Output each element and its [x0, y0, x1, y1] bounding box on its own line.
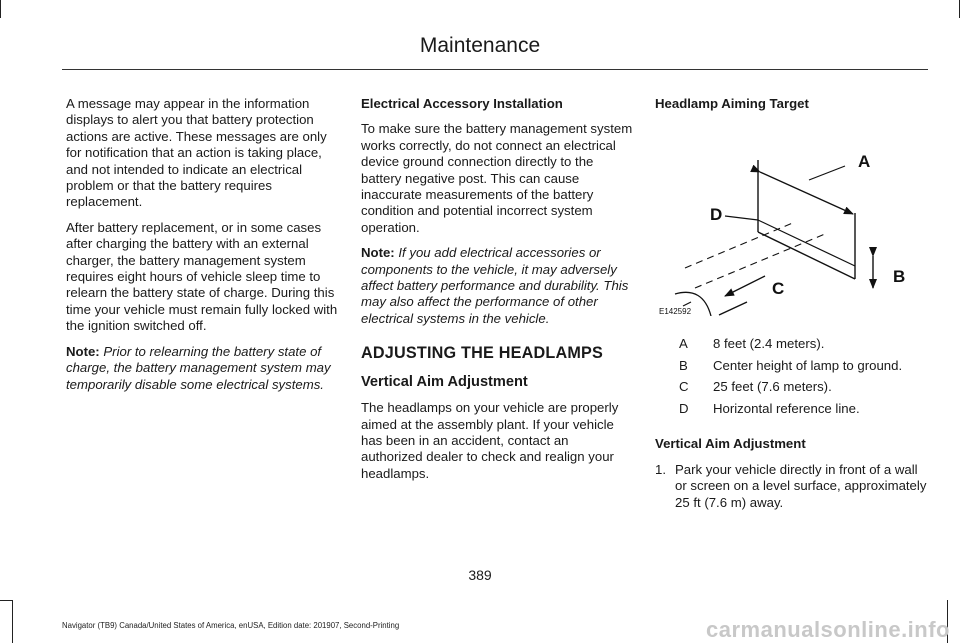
- legend-text: Center height of lamp to ground.: [713, 357, 903, 373]
- battery-note: [66, 344, 338, 393]
- accessory-heading: Electrical Accessory Installation: [361, 96, 563, 111]
- watermark: carmanualsonline.info: [706, 617, 950, 642]
- legend-item: [655, 336, 927, 358]
- crop-mark-bottom-left-h: [0, 600, 13, 601]
- legend-key: B: [679, 357, 688, 373]
- headlamp-aim-paragraph: The headlamps on your vehicle are properly aimed at the assembly plant. If your vehicle has been in an accident, contact an authorized dealer to check and realign your headlamps.: [361, 400, 619, 481]
- note-label: Note:: [66, 343, 100, 359]
- page-header-title: Maintenance: [419, 34, 541, 57]
- column-3: [655, 96, 927, 511]
- diagram-label-a: A: [858, 152, 871, 172]
- legend-item: [655, 358, 927, 380]
- note-label: Note:: [361, 245, 395, 261]
- header-rule: [62, 69, 928, 70]
- legend-text: 8 feet (2.4 meters).: [713, 336, 825, 352]
- diagram-label-b: B: [893, 267, 906, 287]
- step-text: Park your vehicle directly in front of a wall or screen on a level surface, approximately 25 ft (7.6 m) away.: [675, 461, 927, 510]
- legend-key: A: [679, 336, 688, 352]
- step-number: 1.: [655, 461, 666, 477]
- diagram-legend: [655, 336, 927, 422]
- legend-key: C: [679, 379, 689, 395]
- crop-mark-bottom-left-v: [12, 600, 13, 643]
- accessory-note: [361, 245, 633, 327]
- diagram-figure-id: E142592: [659, 307, 692, 317]
- crop-mark-top-left: [0, 0, 1, 18]
- accessory-paragraph: To make sure the battery management system works correctly, do not connect an electrical device ground connection directly to the battery negative post. This can cause inaccurate measurements of the battery condition and potential incorrect system operation.: [361, 121, 633, 235]
- diagram-label-d: D: [710, 205, 723, 225]
- sub-heading: Vertical Aim Adjustment: [361, 373, 528, 390]
- page-number: 389: [468, 567, 492, 583]
- diagram-label-c: C: [772, 279, 785, 299]
- dimension-c-arrow: [719, 276, 765, 315]
- legend-text: 25 feet (7.6 meters).: [713, 379, 832, 395]
- step-item: [655, 462, 927, 511]
- legend-key: D: [679, 400, 689, 416]
- headlamp-aiming-svg: [655, 116, 927, 316]
- legend-item: [655, 401, 927, 423]
- diagram-heading: Headlamp Aiming Target: [655, 96, 809, 111]
- legend-text: Horizontal reference line.: [713, 400, 860, 416]
- dimension-a-arrow: [760, 166, 853, 214]
- column-1: [66, 96, 338, 402]
- note-text: Prior to relearning the battery state of charge, the battery management system may temporarily disable some electrical systems.: [66, 343, 331, 392]
- note-text: If you add electrical accessories or components to the vehicle, it may adversely affect battery performance and durability. This may also affect the performance of other electrical systems in the vehicle.: [361, 245, 629, 326]
- battery-relearn-paragraph: After battery replacement, or in some cases after charging the battery with an external charger, the battery management system requires eight hours of vehicle sleep time to relearn the battery state of charge. During this time your vehicle must remain fully locked with the ignition switched off.: [66, 219, 338, 334]
- column-2: [361, 96, 633, 491]
- headlamp-aiming-diagram: [655, 116, 927, 316]
- footer-text: Navigator (TB9) Canada/United States of America, enUSA, Edition date: 201907, Second-Printing: [62, 621, 400, 630]
- legend-item: [655, 379, 927, 401]
- headlamp-lens: [683, 302, 691, 306]
- vertical-aim-heading: Vertical Aim Adjustment: [655, 436, 806, 452]
- battery-message-paragraph: A message may appear in the information displays to alert you that battery protection actions are active. These messages are only for notification that an action is taking place, and not intended to indicate an electrical problem or that the battery requires replacement.: [66, 96, 327, 210]
- section-heading: ADJUSTING THE HEADLAMPS: [361, 344, 604, 363]
